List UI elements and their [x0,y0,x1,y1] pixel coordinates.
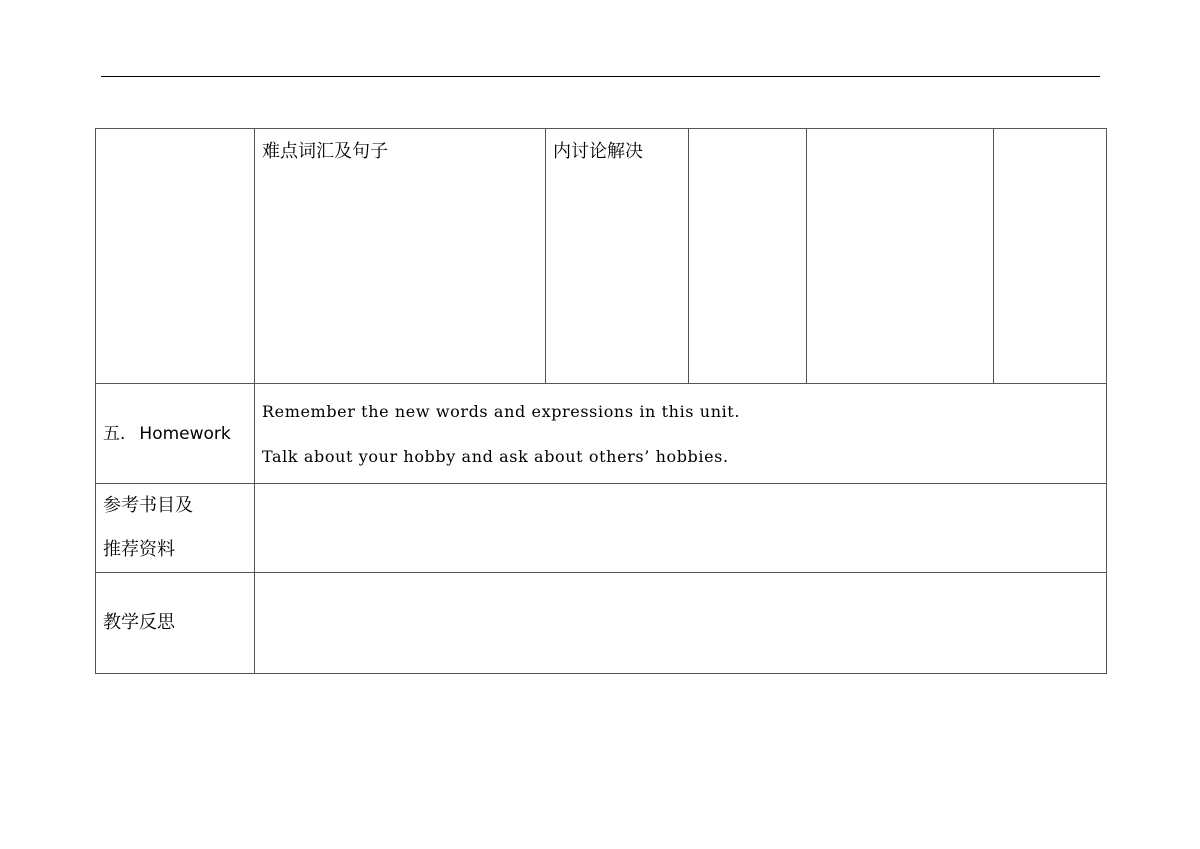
references-row [96,484,1107,573]
discussion-label: 内讨论解决 [553,141,643,162]
empty-cell [96,129,255,384]
empty-cell [807,129,994,384]
references-label-line-1: 参考书目及 [103,495,193,516]
discussion-cell [546,129,689,384]
reflection-row [96,573,1107,674]
references-label-cell [96,484,255,573]
reflection-label: 教学反思 [103,612,175,633]
reflection-label-cell [96,573,255,674]
header-rule [101,76,1100,77]
homework-line-2: Talk about your hobby and ask about others’ hobbies. [262,447,729,466]
homework-title: Homework [139,424,231,444]
homework-label [103,422,247,446]
homework-content-cell [255,384,1107,484]
homework-row [96,384,1107,484]
homework-label-cell [96,384,255,484]
lesson-plan-table [95,128,1107,674]
empty-cell [689,129,807,384]
homework-number: 五. [103,424,126,444]
references-label-line-2: 推荐资料 [103,539,175,560]
reflection-content-cell [255,573,1107,674]
references-content-cell [255,484,1107,573]
difficult-vocab-cell [255,129,546,384]
empty-cell [994,129,1107,384]
difficult-points-row [96,129,1107,384]
homework-line-1: Remember the new words and expressions in this unit. [262,402,741,421]
difficult-vocab-label: 难点词汇及句子 [262,141,388,162]
